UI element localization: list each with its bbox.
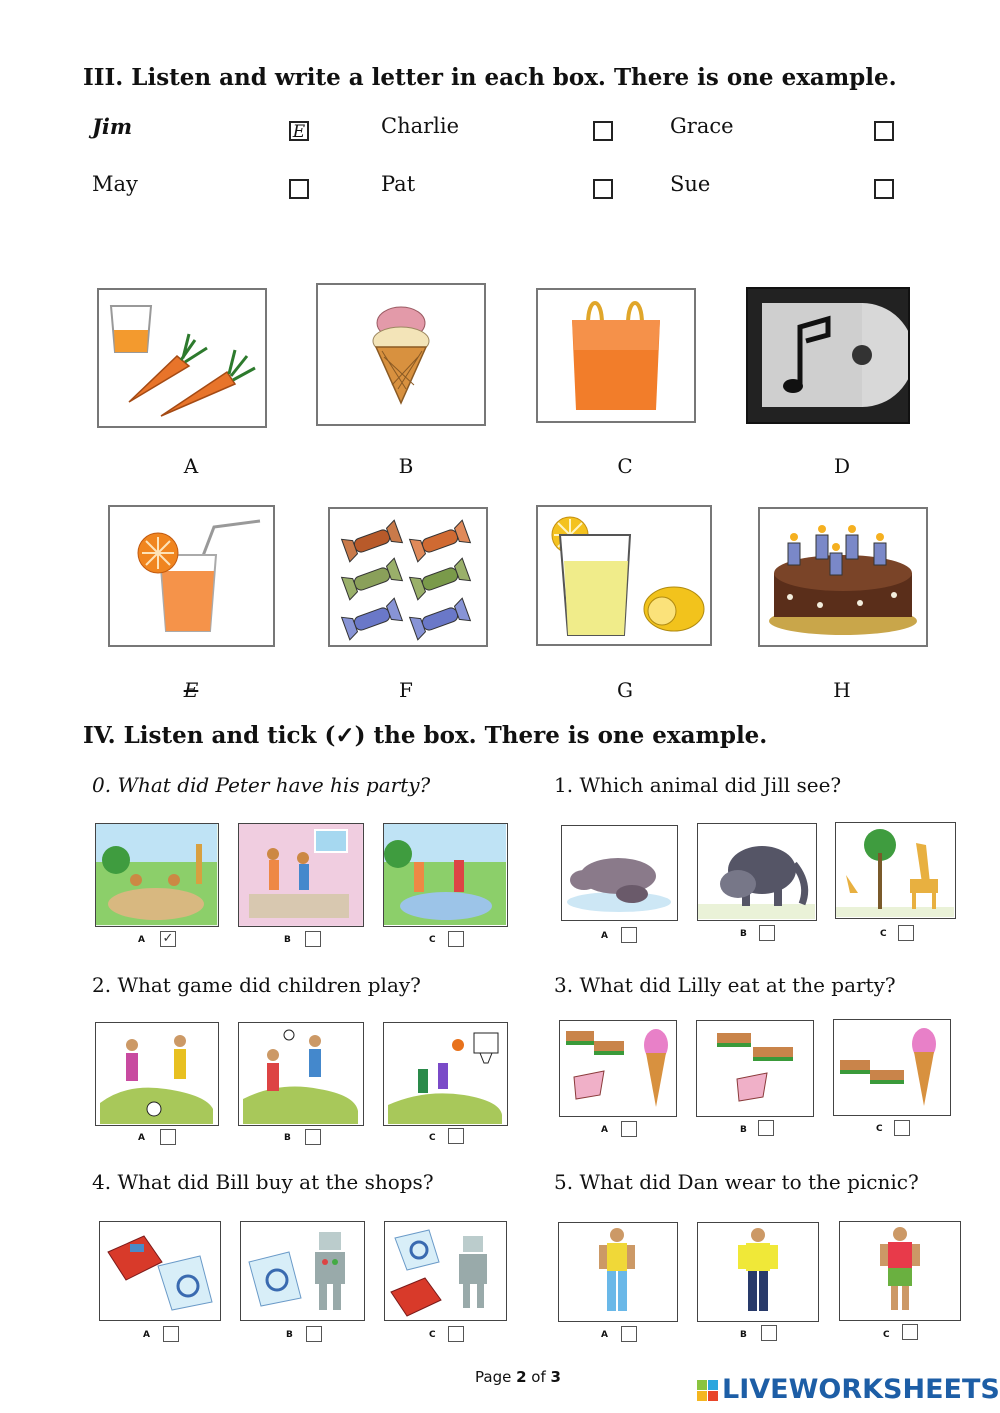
q4-option-c-checkbox[interactable] [448, 1326, 464, 1342]
q1-option-b-label: B [740, 929, 747, 939]
q1-option-b-checkbox[interactable] [759, 925, 775, 941]
picture-letter-a: A [183, 454, 199, 478]
name-jim: Jim [92, 114, 133, 139]
orange-juice-icon [108, 505, 275, 647]
garden-picnic-icon [383, 823, 508, 927]
q3-option-a-label: A [601, 1125, 608, 1135]
q2-option-b-checkbox[interactable] [305, 1129, 321, 1145]
answer-box-sue[interactable] [874, 179, 894, 199]
q5-option-a-checkbox[interactable] [621, 1326, 637, 1342]
q3-option-c-label: C [876, 1124, 883, 1134]
liveworksheets-logo-icon [697, 1380, 719, 1402]
q0-option-c-label: C [429, 935, 436, 945]
boy-shorts-icon [839, 1221, 961, 1321]
sandwich-cake-icon [696, 1020, 814, 1117]
q4-option-a-checkbox[interactable] [163, 1326, 179, 1342]
liveworksheets-logo-text: LIVEWORKSHEETS [722, 1374, 1000, 1405]
answer-box-may[interactable] [289, 179, 309, 199]
part3-heading: III. Listen and write a letter in each box. There is one example. [83, 64, 897, 91]
q2-option-c-checkbox[interactable] [448, 1128, 464, 1144]
q5-option-a-label: A [601, 1330, 608, 1340]
sweets-icon [328, 507, 488, 647]
answer-box-jim: E [289, 121, 309, 141]
question-1-text: 1. Which animal did Jill see? [554, 773, 842, 797]
q5-option-b-label: B [740, 1330, 747, 1340]
question-2-text: 2. What game did children play? [92, 973, 421, 997]
house-party-icon [238, 823, 364, 927]
juice-and-carrots-icon [97, 288, 267, 428]
boy-trousers-icon [697, 1222, 819, 1322]
q0-option-a-label: A [138, 935, 145, 945]
name-charlie: Charlie [381, 114, 460, 138]
park-picnic-icon [95, 823, 219, 927]
name-pat: Pat [381, 172, 416, 196]
q0-option-a-checkbox: ✓ [160, 931, 176, 947]
q4-option-b-checkbox[interactable] [306, 1326, 322, 1342]
answer-box-pat[interactable] [593, 179, 613, 199]
q4-option-c-label: C [429, 1330, 436, 1340]
football-icon [95, 1022, 219, 1126]
part4-heading: IV. Listen and tick (✓) the box. There is one example. [83, 722, 768, 749]
volleyball-icon [238, 1022, 364, 1126]
q5-option-b-checkbox[interactable] [761, 1325, 777, 1341]
picture-letter-d: D [833, 454, 851, 478]
q5-option-c-label: C [883, 1330, 890, 1340]
picture-letter-g: G [617, 678, 633, 702]
lemonade-icon [536, 505, 712, 646]
shopping-bag-icon [536, 288, 696, 423]
q0-option-b-label: B [284, 935, 291, 945]
sandwich-cake-icecream-icon [559, 1020, 677, 1117]
birthday-cake-icon [758, 507, 928, 647]
book-cd-robot-icon [384, 1221, 507, 1321]
answer-box-charlie[interactable] [593, 121, 613, 141]
page-number: Page 2 of 3 [475, 1368, 561, 1386]
picture-letter-b: B [398, 454, 414, 478]
giraffe-icon [835, 822, 956, 919]
ice-cream-icon [316, 283, 486, 426]
hippo-icon [561, 825, 678, 921]
name-may: May [92, 172, 138, 196]
q2-option-a-label: A [138, 1133, 145, 1143]
q2-option-c-label: C [429, 1133, 436, 1143]
picture-letter-h: H [833, 678, 851, 702]
q4-option-b-label: B [286, 1330, 293, 1340]
q3-option-c-checkbox[interactable] [894, 1120, 910, 1136]
q2-option-b-label: B [284, 1133, 291, 1143]
question-3-text: 3. What did Lilly eat at the party? [554, 973, 896, 997]
elephant-icon [697, 823, 817, 921]
q4-option-a-label: A [143, 1330, 150, 1340]
question-5-text: 5. What did Dan wear to the picnic? [554, 1170, 919, 1194]
name-grace: Grace [670, 114, 734, 138]
q3-option-a-checkbox[interactable] [621, 1121, 637, 1137]
cd-and-robot-icon [240, 1221, 365, 1321]
sandwich-icecream-icon [833, 1019, 951, 1116]
q0-option-b-checkbox[interactable] [305, 931, 321, 947]
q1-option-c-checkbox[interactable] [898, 925, 914, 941]
q3-option-b-label: B [740, 1125, 747, 1135]
q3-option-b-checkbox[interactable] [758, 1120, 774, 1136]
q5-option-c-checkbox[interactable] [902, 1324, 918, 1340]
picture-letter-e: E [183, 678, 199, 702]
question-0-text: 0. What did Peter have his party? [92, 773, 431, 797]
music-cd-icon [746, 287, 910, 424]
question-4-text: 4. What did Bill buy at the shops? [92, 1170, 434, 1194]
name-sue: Sue [670, 172, 711, 196]
q0-option-c-checkbox[interactable] [448, 931, 464, 947]
q2-option-a-checkbox[interactable] [160, 1129, 176, 1145]
book-and-cd-icon [99, 1221, 221, 1321]
q1-option-a-checkbox[interactable] [621, 927, 637, 943]
picture-letter-c: C [617, 454, 633, 478]
picture-letter-f: F [399, 678, 413, 702]
boy-jeans-icon [558, 1222, 678, 1322]
basketball-icon [383, 1022, 508, 1126]
answer-box-grace[interactable] [874, 121, 894, 141]
q1-option-c-label: C [880, 929, 887, 939]
q1-option-a-label: A [601, 931, 608, 941]
